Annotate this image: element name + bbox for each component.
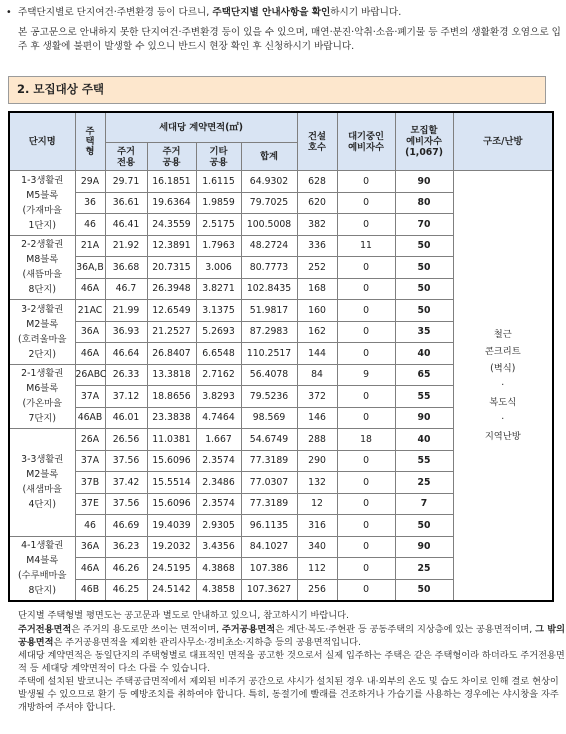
- danji-name-line: (호려울마을: [17, 333, 67, 345]
- table-cell: 19.2032: [147, 536, 196, 558]
- table-cell: 19.6364: [147, 192, 196, 214]
- table-cell: 24.5142: [147, 579, 196, 601]
- table-cell: 3.8293: [196, 386, 241, 408]
- table-cell: 0: [337, 536, 395, 558]
- table-cell: 107.3627: [241, 579, 297, 601]
- danji-name-line: 8단지): [28, 284, 56, 296]
- table-cell: 21.2527: [147, 321, 196, 343]
- table-cell: 54.6749: [241, 429, 297, 451]
- table-cell: 26.8407: [147, 343, 196, 365]
- table-cell: 252: [297, 257, 337, 279]
- notice-line-1: [6, 6, 554, 20]
- table-cell: 21A: [75, 235, 105, 257]
- table-cell: 3.8271: [196, 278, 241, 300]
- danji-name: [9, 536, 75, 601]
- table-cell: 0: [337, 321, 395, 343]
- table-cell: 4.3858: [196, 579, 241, 601]
- danji-name-line: M4블록: [26, 555, 59, 567]
- table-cell: 36A: [75, 321, 105, 343]
- section-title: 2. 모집대상 주택: [8, 76, 546, 104]
- table-cell: 65: [395, 364, 453, 386]
- danji-name-line: 4-1생활권: [21, 540, 64, 552]
- notice-text-end: 하시기 바랍니다.: [330, 7, 402, 18]
- table-cell: 0: [337, 472, 395, 494]
- table-cell: 48.2724: [241, 235, 297, 257]
- table-cell: 11.0381: [147, 429, 196, 451]
- notice-text: 주택단지별로 단지여건·주변환경 등이 다르니,: [18, 7, 213, 18]
- table-cell: 36A: [75, 536, 105, 558]
- structure-line: ·: [501, 380, 505, 391]
- table-cell: 160: [297, 300, 337, 322]
- table-cell: 46: [75, 515, 105, 537]
- table-cell: 40: [395, 429, 453, 451]
- danji-name-line: (새뜸마을: [22, 269, 63, 281]
- table-cell: 15.5514: [147, 472, 196, 494]
- table-cell: 96.1135: [241, 515, 297, 537]
- table-cell: 37.12: [105, 386, 147, 408]
- table-cell: 29.71: [105, 171, 147, 193]
- table-cell: 110.2517: [241, 343, 297, 365]
- table-cell: 26.33: [105, 364, 147, 386]
- table-cell: 35: [395, 321, 453, 343]
- table-cell: 18.8656: [147, 386, 196, 408]
- table-cell: 0: [337, 171, 395, 193]
- table-cell: 23.3838: [147, 407, 196, 429]
- danji-name-line: M2블록: [26, 469, 59, 481]
- bullet-icon: [6, 610, 18, 623]
- table-cell: 46B: [75, 579, 105, 601]
- danji-name: [9, 429, 75, 537]
- table-cell: 79.7025: [241, 192, 297, 214]
- header-waiting: 대기중인 예비자수: [337, 112, 395, 171]
- header-structure: 구조/난방: [453, 112, 553, 171]
- table-cell: 37.56: [105, 450, 147, 472]
- table-cell: 25: [395, 472, 453, 494]
- table-cell: 50: [395, 278, 453, 300]
- danji-name-line: (수루배마을: [17, 570, 67, 582]
- danji-name-line: M2블록: [26, 318, 59, 330]
- table-cell: 50: [395, 515, 453, 537]
- table-cell: 46.64: [105, 343, 147, 365]
- header-private: 주거 전용: [105, 143, 147, 171]
- table-cell: 46.69: [105, 515, 147, 537]
- danji-name-line: 7단지): [28, 413, 56, 425]
- danji-name: [9, 235, 75, 300]
- table-cell: 316: [297, 515, 337, 537]
- table-cell: 2.5175: [196, 214, 241, 236]
- footnote-emphasis: 주거전용면적: [18, 624, 72, 635]
- table-cell: 55: [395, 450, 453, 472]
- structure-line: 콘크리트: [484, 346, 521, 357]
- header-area-group: 세대당 계약면적(㎡): [105, 112, 297, 143]
- table-cell: 37B: [75, 472, 105, 494]
- table-cell: 7: [395, 493, 453, 515]
- footnote-text: 주택에 설치된 발코니는 주택공급면적에서 제외된 비주거 공간으로 샤시가 설치된 경우 내·외부의 온도 및 습도 차이로 인해 결로 현상이 발생될 수 있으므로 환기 등 예방조치를 취하여야 합니다. 특히, 동절기에 빨래를 건조하거나 가습기를 사용하는 경우에는 샤시창을 자주 개방하여 주셔야 합니다.: [18, 676, 559, 713]
- table-cell: 36.93: [105, 321, 147, 343]
- structure-line: 철근: [493, 329, 512, 340]
- table-cell: 4.7464: [196, 407, 241, 429]
- header-households: 건설 호수: [297, 112, 337, 171]
- table-cell: 12: [297, 493, 337, 515]
- danji-name-line: 2-1생활권: [21, 368, 64, 380]
- table-cell: 288: [297, 429, 337, 451]
- table-cell: 51.9817: [241, 300, 297, 322]
- table-cell: 90: [395, 536, 453, 558]
- footnote-text: 은 계단·복도·주현관 등 공동주택의 지상층에 있는 공용면적이며,: [275, 624, 536, 635]
- table-cell: 46A: [75, 343, 105, 365]
- table-cell: 0: [337, 407, 395, 429]
- table-cell: 102.8435: [241, 278, 297, 300]
- footnote-1: [6, 610, 566, 623]
- danji-name-line: 2-2생활권: [21, 239, 64, 251]
- table-cell: 3.4356: [196, 536, 241, 558]
- danji-name-line: M5블록: [26, 189, 59, 201]
- table-cell: 1.9859: [196, 192, 241, 214]
- table-cell: 37A: [75, 450, 105, 472]
- table-cell: 15.6096: [147, 493, 196, 515]
- table-cell: 46.25: [105, 579, 147, 601]
- table-cell: 132: [297, 472, 337, 494]
- table-cell: 3.006: [196, 257, 241, 279]
- danji-name: [9, 364, 75, 429]
- table-cell: 2.7162: [196, 364, 241, 386]
- table-cell: 50: [395, 235, 453, 257]
- table-cell: 70: [395, 214, 453, 236]
- table-cell: 340: [297, 536, 337, 558]
- table-cell: 16.1851: [147, 171, 196, 193]
- table-cell: 0: [337, 278, 395, 300]
- table-cell: 20.7315: [147, 257, 196, 279]
- footnote-emphasis: 그 밖의 공용면적: [18, 624, 565, 648]
- table-cell: 0: [337, 257, 395, 279]
- structure-cell: [453, 171, 553, 602]
- housing-table: [8, 111, 554, 602]
- footnote-3: [6, 650, 566, 676]
- table-cell: 1.667: [196, 429, 241, 451]
- table-cell: 37.56: [105, 493, 147, 515]
- table-cell: 37E: [75, 493, 105, 515]
- table-cell: 26.56: [105, 429, 147, 451]
- table-cell: 46A: [75, 558, 105, 580]
- danji-name: [9, 300, 75, 365]
- table-cell: 64.9302: [241, 171, 297, 193]
- danji-name-line: 2단지): [28, 348, 56, 360]
- bullet-icon: [6, 26, 18, 40]
- table-row: [9, 171, 553, 193]
- footnote-4: [6, 676, 566, 714]
- bullet-icon: [6, 624, 18, 637]
- table-cell: 290: [297, 450, 337, 472]
- table-cell: 77.0307: [241, 472, 297, 494]
- table-cell: 84: [297, 364, 337, 386]
- table-cell: 46AB: [75, 407, 105, 429]
- bullet-icon: [6, 676, 18, 689]
- table-cell: 21.92: [105, 235, 147, 257]
- table-cell: 46: [75, 214, 105, 236]
- table-cell: 46.41: [105, 214, 147, 236]
- footnote-text: 세대당 계약면적은 동일단지의 주택형별로 대표적인 면적을 공고한 것으로서 실제 입주하는 주택은 같은 주택형이라 하더라도 주거전용면적 등 세대당 계약면적이 다소 다를 수 있습니다.: [18, 650, 565, 674]
- table-cell: 98.569: [241, 407, 297, 429]
- table-cell: 24.5195: [147, 558, 196, 580]
- table-cell: 77.3189: [241, 450, 297, 472]
- table-cell: 24.3559: [147, 214, 196, 236]
- table-cell: 40: [395, 343, 453, 365]
- header-shared: 주거 공용: [147, 143, 196, 171]
- table-cell: 107.386: [241, 558, 297, 580]
- danji-name-line: M6블록: [26, 383, 59, 395]
- footnote-text: 은 주거의 용도로만 쓰이는 면적이며,: [71, 624, 222, 635]
- table-cell: 146: [297, 407, 337, 429]
- table-cell: 36.23: [105, 536, 147, 558]
- table-cell: 56.4078: [241, 364, 297, 386]
- structure-line: 복도식: [489, 397, 517, 408]
- header-recruit: 모집할 예비자수 (1,067): [395, 112, 453, 171]
- danji-name-line: 4단지): [28, 499, 56, 511]
- danji-name-line: (가재마을: [22, 204, 63, 216]
- table-cell: 79.5236: [241, 386, 297, 408]
- table-cell: 90: [395, 407, 453, 429]
- table-cell: 112: [297, 558, 337, 580]
- table-cell: 50: [395, 257, 453, 279]
- table-cell: 18: [337, 429, 395, 451]
- table-cell: 168: [297, 278, 337, 300]
- footnote-2: [6, 624, 566, 650]
- table-cell: 0: [337, 343, 395, 365]
- table-cell: 87.2983: [241, 321, 297, 343]
- bullet-icon: •: [6, 7, 12, 18]
- footnote-text: 은 주거공용면적을 제외한 관리사무소·경비초소·지하층 등의 공용면적입니다.: [53, 636, 361, 648]
- table-cell: 50: [395, 579, 453, 601]
- table-cell: 37.42: [105, 472, 147, 494]
- danji-name-line: (가온마을: [22, 398, 63, 410]
- table-cell: 26.3948: [147, 278, 196, 300]
- danji-name-line: M8블록: [26, 254, 59, 266]
- table-cell: 0: [337, 192, 395, 214]
- notice-text: 본 공고문으로 안내하지 못한 단지여건·주변환경 등이 있을 수 있으며, 매연·분진·악취·소음·폐기물 등 주변의 생활환경 오염으로 입주 후 생활에 불편이 발생할 수 있으니 반드시 현장 확인 후 신청하시기 바랍니다.: [18, 27, 561, 52]
- bullet-icon: [6, 650, 18, 663]
- table-cell: 0: [337, 515, 395, 537]
- table-cell: 13.3818: [147, 364, 196, 386]
- danji-name: [9, 171, 75, 236]
- header-danji: 단지명: [9, 112, 75, 171]
- table-cell: 25: [395, 558, 453, 580]
- notice-line-2: [6, 26, 566, 54]
- table-cell: 2.3486: [196, 472, 241, 494]
- header-total: 합계: [241, 143, 297, 171]
- table-cell: 0: [337, 493, 395, 515]
- danji-name-line: 8단지): [28, 585, 56, 597]
- table-cell: 21AC: [75, 300, 105, 322]
- table-cell: 162: [297, 321, 337, 343]
- table-cell: 80: [395, 192, 453, 214]
- table-cell: 3.1375: [196, 300, 241, 322]
- table-cell: 0: [337, 579, 395, 601]
- table-cell: 336: [297, 235, 337, 257]
- table-cell: 0: [337, 386, 395, 408]
- table-cell: 12.6549: [147, 300, 196, 322]
- danji-name-line: 1단지): [28, 219, 56, 231]
- table-cell: 2.3574: [196, 450, 241, 472]
- table-cell: 9: [337, 364, 395, 386]
- table-cell: 5.2693: [196, 321, 241, 343]
- table-body: [9, 171, 553, 602]
- table-cell: 37A: [75, 386, 105, 408]
- table-cell: 36: [75, 192, 105, 214]
- table-cell: 15.6096: [147, 450, 196, 472]
- structure-line: (벽식): [490, 363, 516, 374]
- table-cell: 0: [337, 214, 395, 236]
- table-cell: 144: [297, 343, 337, 365]
- table-cell: 256: [297, 579, 337, 601]
- table-cell: 1.7963: [196, 235, 241, 257]
- danji-name-line: 1-3생활권: [21, 174, 64, 186]
- table-cell: 29A: [75, 171, 105, 193]
- header-type: 주 택 형: [75, 112, 105, 171]
- structure-line: ·: [501, 414, 505, 425]
- table-cell: 2.3574: [196, 493, 241, 515]
- table-cell: 26ABC: [75, 364, 105, 386]
- table-cell: 80.7773: [241, 257, 297, 279]
- table-cell: 46.01: [105, 407, 147, 429]
- table-cell: 46.7: [105, 278, 147, 300]
- table-cell: 84.1027: [241, 536, 297, 558]
- table-cell: 50: [395, 300, 453, 322]
- table-cell: 12.3891: [147, 235, 196, 257]
- footnote-text: 단지별 주택형별 평면도는 공고문과 별도로 안내하고 있으니, 참고하시기 바랍니다.: [18, 610, 349, 621]
- header-other: 기타 공용: [196, 143, 241, 171]
- table-cell: 100.5008: [241, 214, 297, 236]
- table-cell: 4.3868: [196, 558, 241, 580]
- danji-name-line: 3-2생활권: [21, 303, 64, 315]
- table-cell: 382: [297, 214, 337, 236]
- danji-name-line: (새샘마을: [22, 484, 63, 496]
- table-cell: 46A: [75, 278, 105, 300]
- notice-emphasis: 주택단지별 안내사항을 확인: [212, 7, 331, 18]
- table-cell: 11: [337, 235, 395, 257]
- table-cell: 628: [297, 171, 337, 193]
- table-cell: 26A: [75, 429, 105, 451]
- table-cell: 620: [297, 192, 337, 214]
- table-cell: 36.61: [105, 192, 147, 214]
- table-cell: 36.68: [105, 257, 147, 279]
- footnote-emphasis: 주거공용면적: [221, 624, 276, 635]
- table-cell: 1.6115: [196, 171, 241, 193]
- table-cell: 21.99: [105, 300, 147, 322]
- danji-name-line: 3-3생활권: [21, 454, 64, 466]
- table-cell: 46.26: [105, 558, 147, 580]
- structure-line: 지역난방: [484, 431, 521, 442]
- table-cell: 90: [395, 171, 453, 193]
- table-cell: 0: [337, 558, 395, 580]
- table-cell: 0: [337, 450, 395, 472]
- table-cell: 0: [337, 300, 395, 322]
- table-cell: 2.9305: [196, 515, 241, 537]
- table-cell: 36A,B: [75, 257, 105, 279]
- table-cell: 55: [395, 386, 453, 408]
- table-cell: 372: [297, 386, 337, 408]
- table-cell: 6.6548: [196, 343, 241, 365]
- table-cell: 77.3189: [241, 493, 297, 515]
- table-cell: 19.4039: [147, 515, 196, 537]
